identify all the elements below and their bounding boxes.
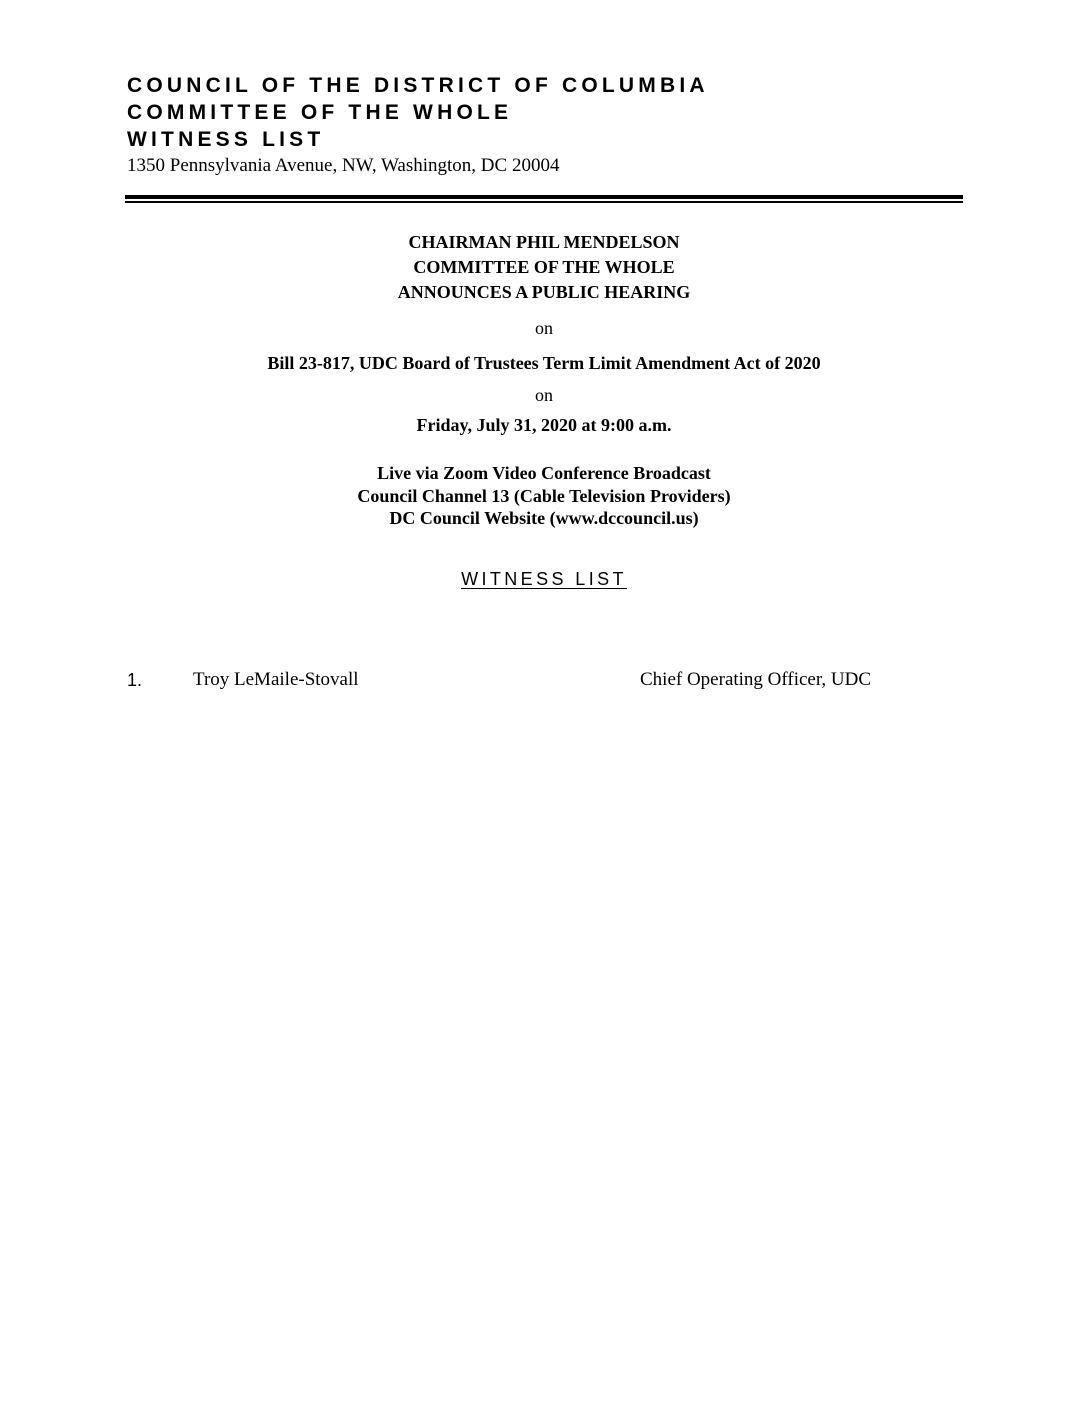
committee-name: COMMITTEE OF THE WHOLE: [127, 101, 513, 124]
broadcast-channel: Council Channel 13 (Cable Television Providers): [357, 485, 731, 506]
committee-line: COMMITTEE OF THE WHOLE: [413, 257, 675, 277]
document-type: WITNESS LIST: [127, 128, 325, 151]
broadcast-info: [0, 462, 1088, 530]
witness-list-heading: [0, 567, 1088, 591]
announces-line: ANNOUNCES A PUBLIC HEARING: [397, 282, 691, 302]
hearing-announcement: [0, 230, 1088, 305]
witness-list-heading-text: WITNESS LIST: [461, 569, 627, 589]
hearing-date: Friday, July 31, 2020 at 9:00 a.m.: [416, 415, 672, 435]
on-connector-2: on: [535, 385, 553, 405]
witness-number: 1.: [127, 670, 143, 690]
broadcast-website: DC Council Website (www.dccouncil.us): [389, 508, 699, 528]
bill-title: Bill 23-817, UDC Board of Trustees Term Limit Amendment Act of 2020: [267, 353, 821, 373]
council-name: COUNCIL OF THE DISTRICT OF COLUMBIA: [127, 74, 709, 97]
on-connector-1: on: [535, 318, 553, 338]
witness-name: Troy LeMaile-Stovall: [193, 669, 359, 690]
chairman-line: CHAIRMAN PHIL MENDELSON: [408, 232, 680, 252]
witness-title: Chief Operating Officer, UDC: [640, 669, 872, 690]
council-address: 1350 Pennsylvania Avenue, NW, Washington, DC 20004: [127, 155, 560, 176]
header-rule-thick: [125, 195, 963, 199]
witness-row: [0, 668, 1088, 692]
header-rule-thin: [125, 201, 963, 203]
broadcast-zoom: Live via Zoom Video Conference Broadcast: [377, 463, 711, 483]
letterhead: [127, 72, 967, 178]
